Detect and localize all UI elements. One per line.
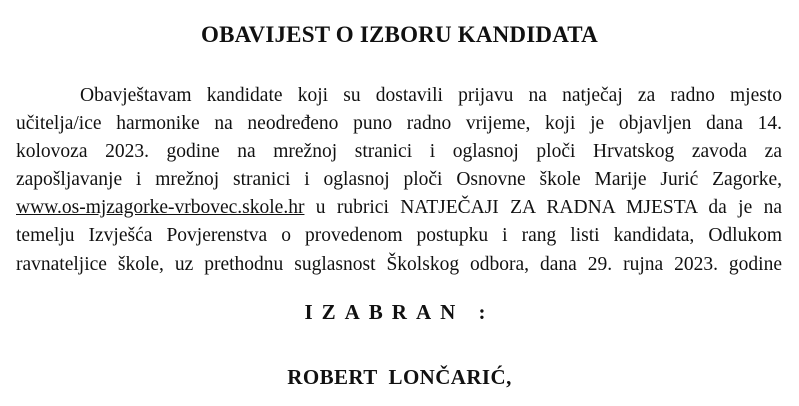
paragraph-line-7: ravnateljice škole, uz prethodnu suglasnost Školskog odbora, dana 29. rujna 2023. godine [16, 253, 782, 275]
school-website-link[interactable]: www.os-mjzagorke-vrbovec.skole.hr [16, 197, 305, 219]
paragraph-line-5-text: u rubrici NATJEČAJI ZA RADNA MJESTA da je na [304, 197, 782, 219]
notice-paragraph [16, 82, 782, 279]
paragraph-line-6: temelju Izvješća Povjerenstva o provedenom postupku i rang listi kandidata, Odlukom [16, 225, 782, 247]
paragraph-line-3: kolovoza 2023. godine na mrežnoj stranici i oglasnoj ploči Hrvatskog zavoda za [16, 141, 782, 163]
selected-heading: IZABRAN : [304, 300, 495, 324]
selected-candidate-name: ROBERT LONČARIĆ, [287, 365, 512, 389]
paragraph-line-1: Obavještavam kandidate koji su dostavili prijavu na natječaj za radno mjesto [80, 85, 782, 106]
paragraph-line-4: zapošljavanje i mrežnoj stranici i oglasnoj ploči Osnovne škole Marije Jurić Zagorke, [16, 169, 782, 191]
paragraph-line-5 [16, 194, 782, 222]
document-title: OBAVIJEST O IZBORU KANDIDATA [201, 22, 598, 47]
paragraph-line-2: učitelja/ice harmonike na neodređeno puno radno vrijeme, koji je objavljen dana 14. [16, 113, 782, 135]
